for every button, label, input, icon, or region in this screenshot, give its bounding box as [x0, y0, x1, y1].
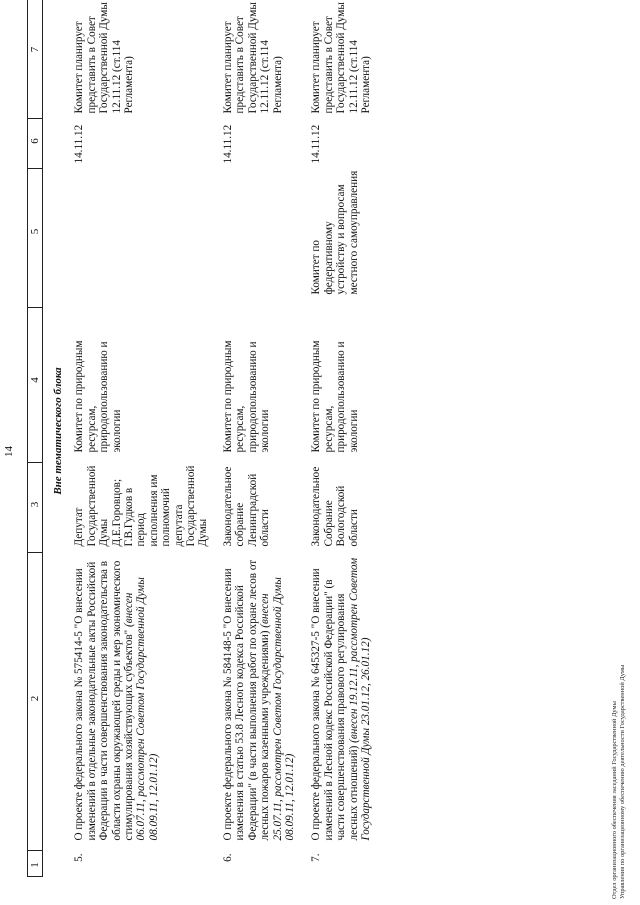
bill-description	[220, 553, 310, 851]
bill-initiator: Законодательное собрание Ленинградской области	[221, 466, 272, 547]
bill-title: О проекте федерального закона № 575414-5 "О внесении изменений в отдельные законодательные акты Российской Федерации в части совершенствования законодательства в области охраны окружающей среды и мер экономического стимулирования хозяйствующих субъектов"	[73, 560, 136, 841]
co-committee: Комитет по федеративному устройству и вопросам местного самоуправления	[310, 170, 360, 295]
bill-initiator: Законодательное Собрание Вологодской области	[310, 466, 360, 547]
table-row	[220, 0, 310, 877]
table-header-row	[28, 0, 43, 877]
page-number: 14	[3, 446, 15, 457]
bill-note: (внесен 19.12.11, рассмотрен Советом Государственной Думы 23.01.12, 26.01.12)	[347, 557, 372, 841]
header-col-2: 2	[28, 553, 43, 851]
header-col-3: 3	[28, 463, 43, 553]
header-col-6: 6	[28, 119, 43, 169]
committee-decision: Комитет планирует представить в Совет Государственной Думы 12.11.12 (ст.114 Регламента)	[310, 2, 372, 114]
footer-line-2: Управления по организационному обеспечению деятельности Государственной Думы	[618, 664, 626, 899]
row-number: 6.	[221, 853, 234, 862]
header-col-4: 4	[28, 308, 43, 463]
table-row	[310, 0, 376, 877]
bill-description	[310, 553, 376, 851]
bill-description	[71, 553, 219, 851]
agenda-table	[27, 0, 376, 877]
committee-decision: Комитет планирует представить в Совет Государственной Думы 12.11.12 (ст.114 Регламента)	[73, 2, 136, 114]
responsible-committee: Комитет по природным ресурсам, природопользованию и экологии	[221, 340, 272, 453]
table-row	[71, 0, 219, 877]
page-footer	[611, 665, 626, 899]
row-number: 7.	[310, 853, 323, 862]
footer-line-1: Отдел организационного обеспечения заседаний Государственной Думы	[611, 701, 618, 899]
section-row	[43, 0, 72, 877]
row-number: 5.	[73, 853, 86, 862]
header-col-1: 1	[28, 851, 43, 877]
committee-decision: Комитет планирует представить в Совет Государственной Думы 12.11.12 (ст.114 Регламента)	[221, 2, 284, 114]
bill-title: О проекте федерального закона № 645327-5 "О внесении изменений в Лесной кодекс Российской Федерации" (в части совершенствования правового регулирования лесных отношений)	[310, 568, 360, 841]
responsible-committee: Комитет по природным ресурсам, природопользованию и экологии	[310, 340, 360, 453]
header-col-7: 7	[28, 0, 43, 119]
review-date: 14.11.12	[73, 124, 86, 164]
header-col-5: 5	[28, 169, 43, 308]
bill-initiator: Депутат Государственной Думы Д.Е.Горовцов; Г.В.Гудков в период исполнения им полномочий депутата Государственной Думы	[73, 465, 210, 547]
bill-title: О проекте федерального закона № 584148-5 "О внесении изменения в статью 53.8 Лесного кодекса Российской Федерации" (в части выполнения работ по охране лесов от лесных пожаров казенными учреждениями)	[221, 559, 272, 841]
section-title: Вне тематического блока	[52, 367, 64, 495]
bill-note: (внесен 06.07.11, рассмотрен Советом Государственной Думы 08.09.11, 12.01.12)	[123, 577, 160, 841]
responsible-committee: Комитет по природным ресурсам, природопользованию и экологии	[73, 340, 123, 453]
co-committee	[71, 169, 219, 308]
co-committee	[220, 169, 310, 308]
review-date: 14.11.12	[221, 124, 234, 164]
review-date: 14.11.12	[310, 124, 323, 164]
bill-note: (внесен 25.07.11, рассмотрен Советом Государственной Думы 08.09.11, 12.01.12)	[259, 577, 296, 841]
